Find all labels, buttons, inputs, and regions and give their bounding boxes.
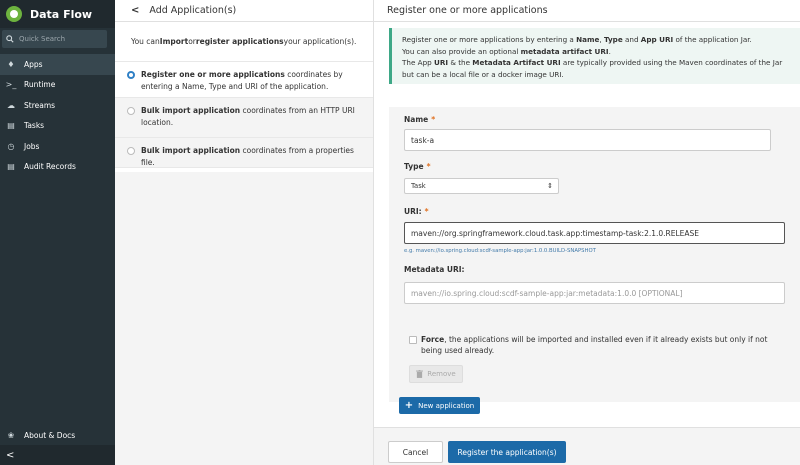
panel-header [115, 0, 373, 22]
search-icon [6, 35, 14, 43]
register-title: Register one or more applications [374, 0, 800, 22]
option-register-apps[interactable] [115, 62, 373, 98]
sidebar-item-label: About & Docs [24, 430, 76, 440]
force-bold: Force [421, 335, 445, 344]
force-checkbox[interactable] [409, 336, 417, 344]
tag-icon: ♦ [7, 59, 15, 69]
sidebar-item-audit-records[interactable] [0, 157, 115, 178]
quick-search-input[interactable] [2, 30, 107, 48]
label-text: URI: [404, 207, 422, 216]
option-rest: coordinates from a properties file. [141, 146, 354, 167]
label-text: Name [404, 115, 429, 124]
info-text: . [608, 46, 611, 56]
sidebar-item-label: Audit Records [24, 162, 76, 172]
brand[interactable] [0, 0, 115, 28]
search-placeholder: Quick Search [19, 35, 66, 43]
sidebar [0, 0, 115, 465]
info-bold: Metadata Artifact URI [472, 58, 561, 68]
info-text: and [622, 35, 641, 44]
info-line-1 [402, 34, 795, 46]
tasks-icon: ▤ [7, 121, 15, 131]
sidebar-item-label: Jobs [24, 141, 40, 151]
chevron-left-icon: < [6, 449, 15, 461]
trash-icon [416, 370, 423, 378]
sidebar-item-label: Runtime [24, 80, 56, 90]
option-bulk-import-properties[interactable] [115, 138, 373, 168]
collapse-sidebar-button[interactable] [0, 445, 115, 465]
sidebar-item-label: Streams [24, 100, 56, 110]
option-text [141, 105, 359, 129]
info-line-2 [402, 46, 795, 58]
metadata-label: Metadata URI: [404, 265, 465, 274]
cloud-icon: ☁ [7, 100, 15, 110]
remove-button[interactable] [409, 365, 463, 383]
uri-input[interactable] [404, 222, 785, 244]
force-option [409, 334, 779, 356]
sidebar-item-apps[interactable] [0, 54, 115, 75]
info-text: You can also provide an optional [402, 46, 521, 56]
clock-icon: ◷ [7, 141, 15, 151]
radio-unselected[interactable] [127, 147, 135, 155]
leaf-icon: ❀ [7, 430, 15, 440]
radio-unselected[interactable] [127, 107, 135, 115]
select-arrows-icon: ⇕ [547, 182, 553, 190]
application-form [389, 107, 800, 402]
register-button[interactable]: Register the application(s) [448, 441, 566, 463]
info-bold: Name [576, 35, 600, 44]
sidebar-item-jobs[interactable] [0, 136, 115, 157]
uri-value: maven://org.springframework.cloud.task.app:timestamp-task:2.1.0.RELEASE [411, 228, 700, 238]
page-title: Add Application(s) [149, 5, 237, 16]
sidebar-item-runtime[interactable] [0, 75, 115, 96]
new-application-button[interactable] [399, 397, 480, 414]
intro-register: register applications [195, 37, 284, 46]
info-text: of the application Jar. [673, 35, 752, 44]
terminal-icon: >_ [5, 80, 17, 90]
uri-label [404, 207, 429, 216]
form-footer [374, 427, 800, 465]
info-line-3 [402, 57, 795, 80]
panel-filler [115, 172, 373, 465]
sidebar-item-about[interactable] [0, 425, 115, 446]
spring-leaf-icon [6, 6, 22, 22]
metadata-uri-input[interactable] [404, 282, 785, 304]
name-input[interactable] [404, 129, 771, 151]
name-value: task-a [411, 135, 435, 145]
sidebar-item-label: Apps [24, 59, 43, 69]
intro-import: Import [159, 37, 189, 46]
new-application-label: New application [418, 401, 475, 410]
uri-hint: e.g. maven://io.spring.cloud:scdf-sample-app:jar:1.0.0.BUILD-SNAPSHOT [404, 248, 596, 254]
add-application-panel [115, 0, 373, 465]
type-value: Task [411, 182, 426, 190]
info-box [389, 28, 800, 84]
info-bold: URI [433, 58, 449, 68]
radio-selected[interactable] [127, 71, 135, 79]
metadata-placeholder: maven://io.spring.cloud:scdf-sample-app:jar:metadata:1.0.0 [OPTIONAL] [411, 288, 683, 298]
label-text: Type [404, 162, 424, 171]
info-bold: metadata artifact URI [520, 46, 609, 56]
type-select[interactable] [404, 178, 559, 194]
info-bold: App URI [640, 35, 674, 44]
list-icon: ▤ [7, 162, 15, 172]
option-text [141, 69, 359, 93]
option-bold: Register one or more applications [141, 70, 285, 79]
info-text: Register one or more applications by entering a [402, 35, 577, 44]
register-panel [373, 0, 800, 465]
app-title: Data Flow [30, 7, 93, 21]
option-bulk-import-uri[interactable] [115, 98, 373, 138]
option-rest: coordinates from an HTTP URI location. [141, 106, 355, 127]
sidebar-item-streams[interactable] [0, 95, 115, 116]
info-bold: Type [603, 35, 623, 44]
name-label [404, 115, 435, 124]
info-text: The App [402, 58, 434, 68]
sidebar-item-label: Tasks [24, 121, 45, 131]
type-label [404, 162, 431, 171]
info-text: are typically provided using the Maven coordinates of the Jar but can be a local file or a docker image URI. [402, 58, 783, 79]
option-bold: Bulk import application [141, 106, 241, 115]
intro-pre: You can [131, 37, 160, 46]
register-body [374, 22, 800, 427]
plus-icon: + [404, 400, 414, 411]
force-rest: , the applications will be imported and installed even if it already exists but only if not being used already. [421, 335, 768, 355]
option-bold: Bulk import application [141, 146, 241, 155]
info-text: & the [448, 58, 473, 68]
intro-mid: or [188, 37, 196, 46]
required-mark: * [424, 207, 429, 216]
option-text [141, 145, 359, 169]
info-text: , [599, 35, 604, 44]
remove-label: Remove [427, 370, 456, 378]
option-rest: coordinates by entering a Name, Type and URI of the application. [141, 70, 343, 91]
required-mark: * [431, 115, 436, 124]
cancel-button[interactable]: Cancel [388, 441, 443, 463]
intro-post: your application(s). [283, 37, 357, 46]
required-mark: * [426, 162, 431, 171]
sidebar-item-tasks[interactable] [0, 116, 115, 137]
back-button[interactable]: < [131, 5, 140, 16]
intro-text [115, 22, 373, 62]
force-text [421, 334, 779, 356]
